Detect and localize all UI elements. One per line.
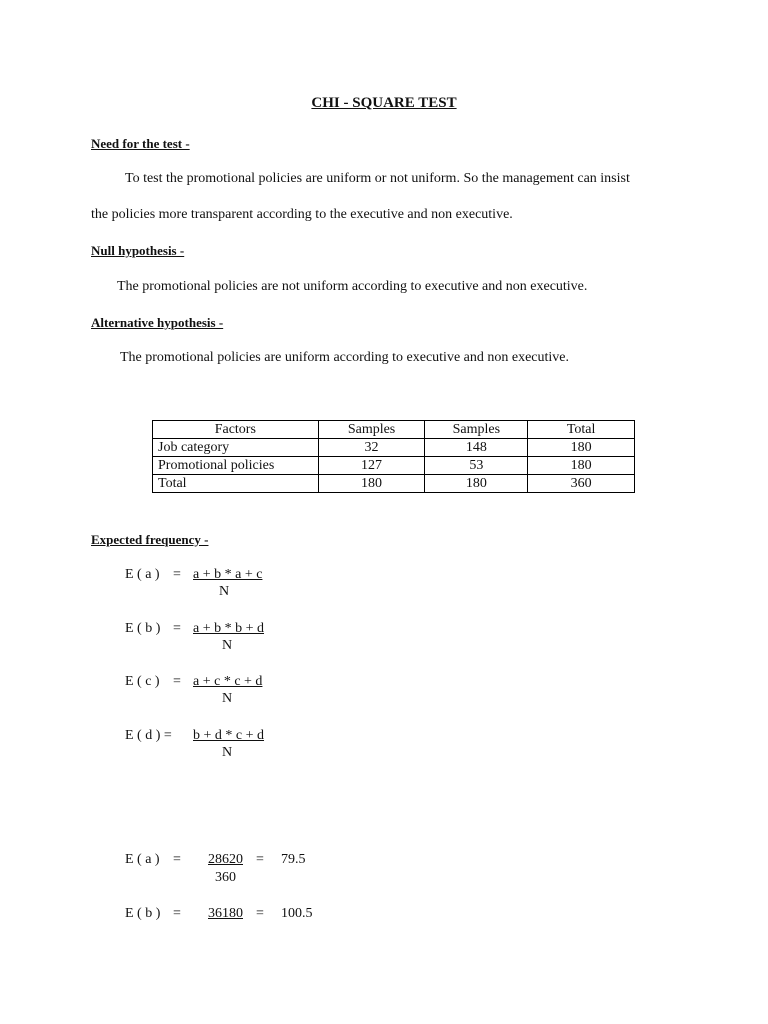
formula-equals: = — [173, 567, 181, 582]
table-cell: 360 — [528, 475, 635, 493]
expected-frequency-heading: Expected frequency - — [91, 532, 209, 547]
formula-equals: = — [173, 674, 181, 689]
table-cell: 32 — [318, 439, 425, 457]
formula-numerator: b + d * c + d — [193, 728, 265, 743]
table-cell: 148 — [425, 439, 528, 457]
table-cell: 53 — [425, 457, 528, 475]
result-lhs: E ( b ) — [125, 906, 161, 921]
null-hypothesis-text: The promotional policies are not uniform according to executive and non executive. — [117, 279, 588, 294]
formula-numerator: a + c * c + d — [193, 674, 263, 689]
table-header-cell: Total — [528, 421, 635, 439]
table-cell: 180 — [425, 475, 528, 493]
result-equals: = — [173, 906, 181, 921]
need-heading: Need for the test - — [91, 136, 190, 151]
frequency-table — [152, 420, 635, 493]
formula-equals: = — [173, 621, 181, 636]
null-hypothesis-heading: Null hypothesis - — [91, 243, 185, 258]
formula-denominator: N — [222, 745, 233, 760]
table-cell: 180 — [318, 475, 425, 493]
table-header-cell: Factors — [153, 421, 319, 439]
formula-lhs: E ( b ) — [125, 621, 161, 636]
formula-numerator: a + b * b + d — [193, 621, 265, 636]
result-equals: = — [256, 852, 264, 867]
page-title: CHI - SQUARE TEST — [311, 95, 457, 111]
result-value: 100.5 — [281, 906, 313, 921]
table-header-row — [153, 421, 635, 439]
result-value: 79.5 — [281, 852, 306, 867]
result-numerator: 36180 — [208, 906, 243, 921]
table-row — [153, 475, 635, 493]
table-cell: Total — [153, 475, 319, 493]
table-header-cell: Samples — [425, 421, 528, 439]
result-denominator: 360 — [215, 870, 236, 885]
result-numerator: 28620 — [208, 852, 243, 867]
result-lhs: E ( a ) — [125, 852, 160, 867]
table-cell: Promotional policies — [153, 457, 319, 475]
table-cell: 180 — [528, 439, 635, 457]
formula-lhs: E ( c ) — [125, 674, 160, 689]
table-row — [153, 457, 635, 475]
formula-lhs: E ( a ) — [125, 567, 160, 582]
result-equals: = — [256, 906, 264, 921]
formula-denominator: N — [222, 691, 233, 706]
formula-lhs: E ( d ) = — [125, 728, 172, 743]
formula-denominator: N — [222, 638, 233, 653]
need-text-line1: To test the promotional policies are uniform or not uniform. So the management can insist — [125, 171, 630, 186]
table-row — [153, 439, 635, 457]
table-cell: Job category — [153, 439, 319, 457]
alternative-hypothesis-heading: Alternative hypothesis - — [91, 315, 224, 330]
table-cell: 180 — [528, 457, 635, 475]
alternative-hypothesis-text: The promotional policies are uniform according to executive and non executive. — [120, 350, 570, 365]
formula-denominator: N — [219, 584, 230, 599]
need-text-line2: the policies more transparent according to the executive and non executive. — [91, 207, 513, 222]
formula-numerator: a + b * a + c — [193, 567, 263, 582]
table-header-cell: Samples — [318, 421, 425, 439]
table-cell: 127 — [318, 457, 425, 475]
result-equals: = — [173, 852, 181, 867]
